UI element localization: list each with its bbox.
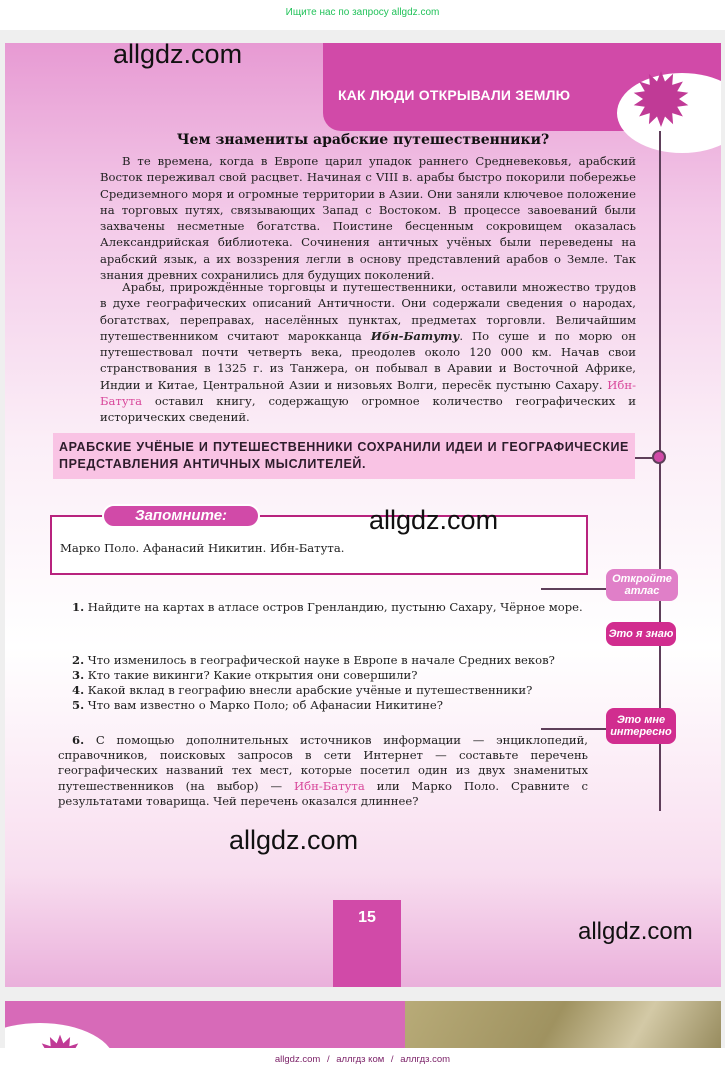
tag-i-know: Это я знаю (606, 622, 676, 646)
connector-line (541, 728, 607, 730)
remember-label: Запомните: (102, 504, 260, 528)
question-text: Что изменилось в географической науке в Европе в начале Средних веков? (87, 653, 555, 667)
question-1 (58, 600, 588, 615)
tag-open-atlas: Откройте атлас (606, 569, 678, 601)
question-number: 3. (72, 668, 85, 682)
separator: / (326, 1054, 330, 1065)
traveler-highlight: Ибн-Батута (294, 778, 365, 793)
question-number: 1. (72, 600, 85, 614)
watermark: allgdz.com (578, 918, 693, 945)
traveler-highlight: Ибн-Батута (100, 377, 636, 409)
question-text-part-a: С помощью дополнительных источников информации — энциклопедий, справочников, поисковых запросов в сети Интернет — составьте перечень географических названий тех мест, которые посетил один из двух знаменитых путешественников (на выбор) — (58, 733, 588, 793)
question-text: Найдите на картах в атласе остров Гренландию, пустыню Сахару, Чёрное море. (87, 600, 583, 614)
watermark: allgdz.com (369, 505, 499, 535)
paragraph-2 (100, 279, 636, 426)
question-5 (72, 698, 443, 713)
question-4 (72, 683, 532, 698)
margin-dot (652, 450, 666, 464)
bottom-links (0, 1054, 725, 1065)
bottom-link[interactable]: аллгдз.com (400, 1054, 451, 1065)
key-idea-text: АРАБСКИЕ УЧЁНЫЕ И ПУТЕШЕСТВЕННИКИ СОХРАНИЛИ ИДЕИ И ГЕОГРАФИЧЕСКИЕ ПРЕДСТАВЛЕНИЯ АНТИЧНЫХ МЫСЛИТЕЛЕЙ. (59, 440, 629, 471)
paragraph-2-part-b: . По суше и по морю он путешествовал почти четверть века, преодолев около 120 000 км. Начав свои странствования в 1325 г. из Танжера, он побывал в Аравии и Восточной Африке, Индии и Китае, Центральной Азии и низовьях Волги, пересёк пустыню Сахару. (100, 328, 636, 392)
tag-interesting: Это мне интересно (606, 708, 676, 744)
page-number: 15 (358, 909, 376, 926)
top-bar (0, 0, 725, 30)
bottom-link[interactable]: аллгдз ком (336, 1054, 385, 1065)
question-number: 2. (72, 653, 85, 667)
watermark: allgdz.com (229, 825, 359, 855)
paragraph-1: В те времена, когда в Европе царил упадок раннего Средневековья, арабский Восток переживал свой расцвет. Начиная с VIII в. арабы быстро покорили побережье Средиземного моря и огромные территории в Азии. Они заняли ключевое положение на торговых путях, связывающих Запад с Востоком. В процессе завоеваний были захвачены несметные богатства. Поистине бесценным сокровищем оказалась Александрийская библиотека. Сочинения античных учёных были переведены на арабский язык, а их воззрения легли в основу представлений арабов о Земле. Так знания древних сохранились для будущих поколений. (100, 154, 636, 283)
question-text: Какой вклад в географию внесли арабские учёные и путешественники? (87, 683, 533, 697)
question-text-part-b: или Марко Поло. Сравните с результатами товарища. Чей перечень оказался длиннее? (58, 778, 588, 808)
textbook-page (5, 43, 721, 987)
question-2 (72, 653, 555, 668)
ibn-battuta-name: Ибн-Батуту (370, 328, 460, 343)
connector-line (541, 588, 607, 590)
watermark: allgdz.com (113, 43, 243, 69)
chapter-title: КАК ЛЮДИ ОТКРЫВАЛИ ЗЕМЛЮ (338, 87, 571, 103)
question-number: 5. (72, 698, 85, 712)
question-text: Что вам известно о Марко Поло; об Афанасии Никитине? (87, 698, 443, 712)
question-text: Кто такие викинги? Какие открытия они совершили? (87, 668, 418, 682)
paragraph-2-part-c: оставил книгу, содержащую огромное количество географических и исторических сведений. (100, 394, 636, 425)
top-search-link[interactable]: Ищите нас по запросу allgdz.com (285, 7, 440, 18)
question-3 (72, 668, 417, 683)
question-number: 4. (72, 683, 85, 697)
remember-names: Марко Поло. Афанасий Никитин. Ибн-Батута. (60, 541, 345, 555)
bottom-link[interactable]: allgdz.com (274, 1054, 321, 1065)
question-6 (58, 733, 588, 809)
paragraph-2-part-a: Арабы, прирождённые торговцы и путешественники, оставили множество трудов в духе географических описаний Античности. Они содержали сведения о народах, богатствах, переправах, населённых пунктах, предметах торговли. Величайшим путешественником считают марокканца (100, 280, 636, 343)
separator: / (390, 1054, 394, 1065)
star-icon (631, 69, 691, 129)
article-title: Чем знамениты арабские путешественники? (176, 132, 550, 148)
question-number: 6. (72, 733, 85, 747)
